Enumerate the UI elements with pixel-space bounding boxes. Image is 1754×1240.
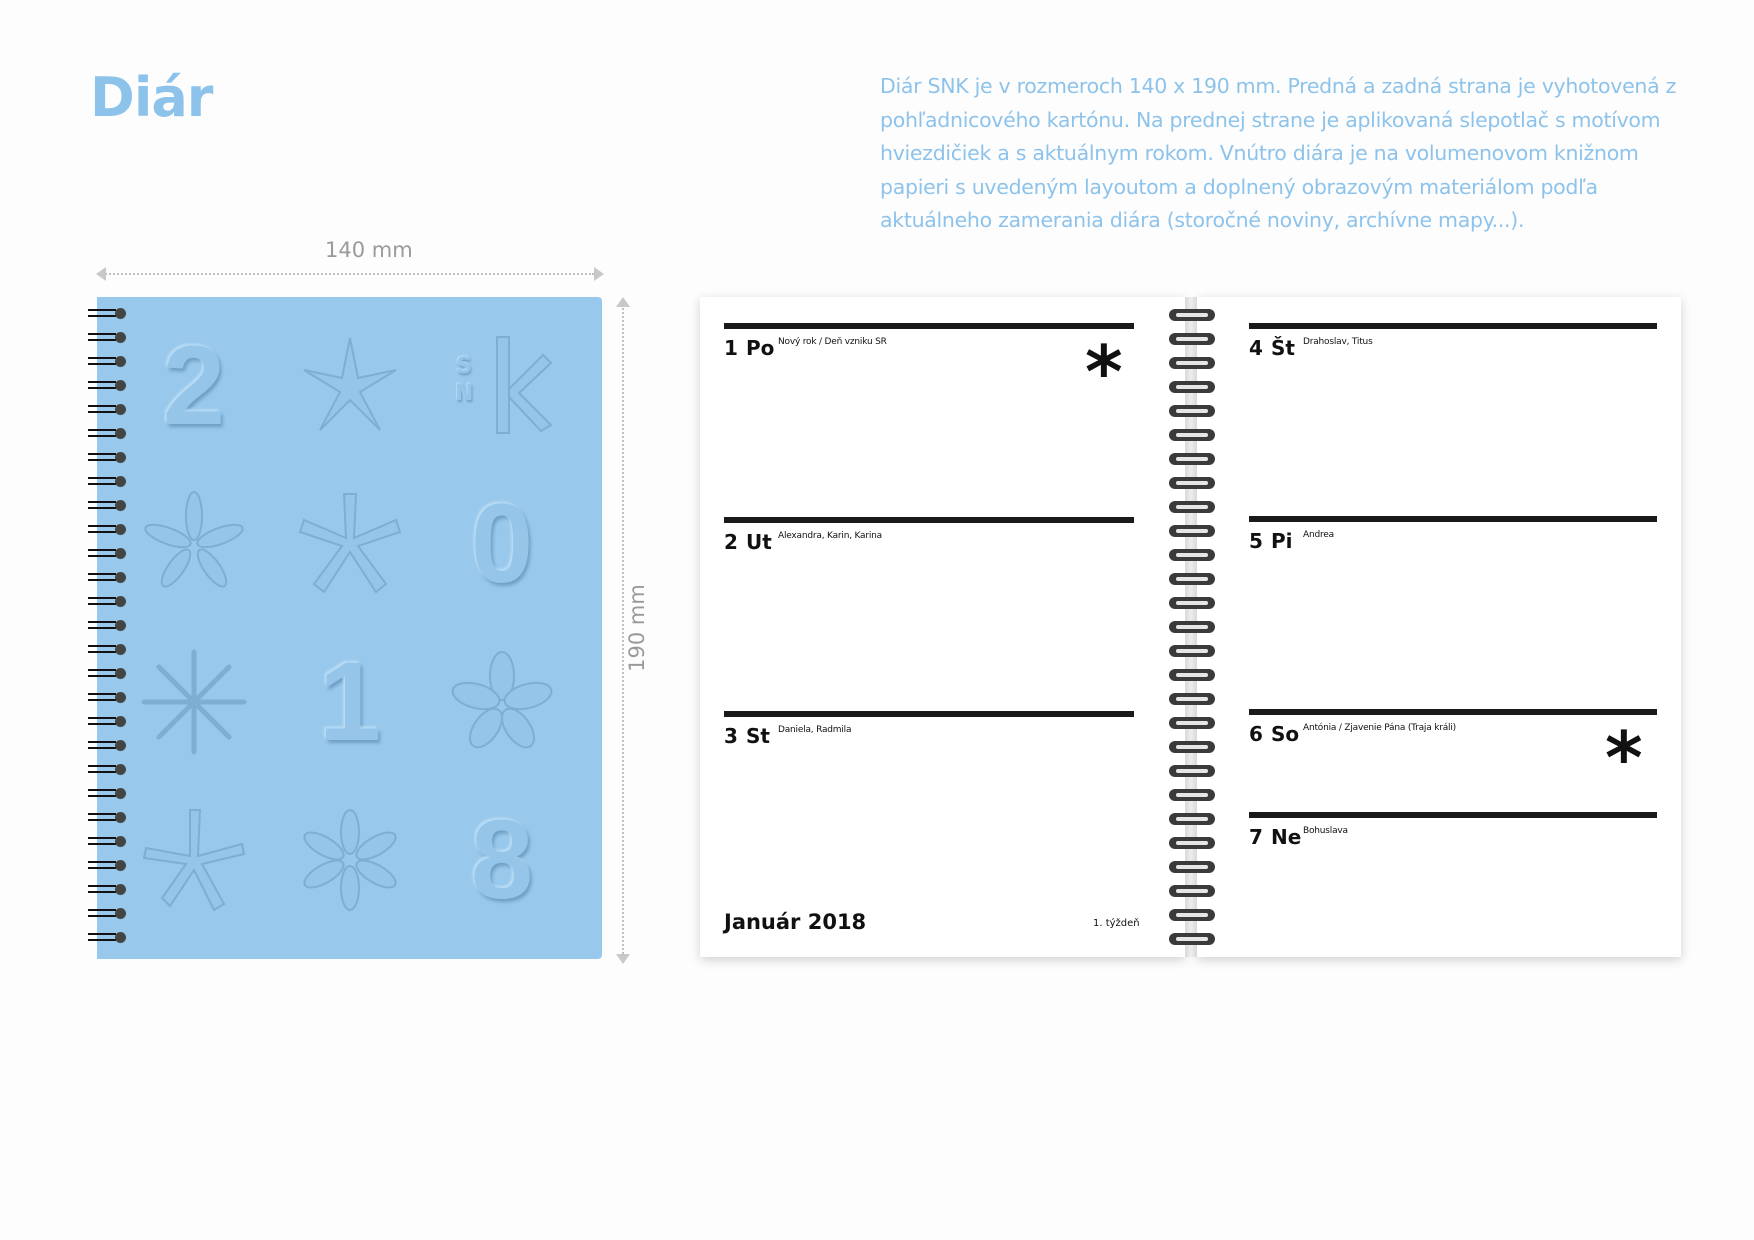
logo-letter-n: N bbox=[455, 381, 474, 406]
name-day-text: Antónia / Zjavenie Pána (Traja králi) bbox=[1303, 723, 1456, 733]
binding-coil-icon bbox=[88, 643, 126, 655]
day-abbreviation: St bbox=[746, 724, 770, 748]
day-abbreviation: Ne bbox=[1271, 825, 1302, 849]
binding-coil-icon bbox=[1169, 812, 1215, 826]
width-dimension-line bbox=[102, 273, 594, 275]
binding-coil-icon bbox=[88, 763, 126, 775]
binding-coil-icon bbox=[1169, 668, 1215, 682]
embossed-star-icon bbox=[295, 331, 405, 441]
binding-coil-icon bbox=[88, 571, 126, 583]
embossed-star-icon bbox=[295, 489, 405, 599]
name-day-text: Alexandra, Karin, Karina bbox=[778, 531, 882, 541]
embossed-digit-8: 8 bbox=[470, 797, 534, 922]
day-number: 3 bbox=[724, 724, 738, 748]
embossed-star-icon bbox=[295, 805, 405, 915]
binding-coil-icon bbox=[1169, 788, 1215, 802]
arrow-down-icon bbox=[616, 954, 630, 964]
binding-coil-icon bbox=[88, 379, 126, 391]
binding-coil-icon bbox=[88, 499, 126, 511]
binding-coil-icon bbox=[1169, 572, 1215, 586]
binding-coil-icon bbox=[1169, 884, 1215, 898]
day-divider-rule bbox=[724, 323, 1134, 329]
binding-coil-icon bbox=[1169, 380, 1215, 394]
name-day-text: Daniela, Radmila bbox=[778, 725, 852, 735]
binding-coil-icon bbox=[88, 667, 126, 679]
binding-coil-icon bbox=[1169, 404, 1215, 418]
day-number: 2 bbox=[724, 530, 738, 554]
embossed-digit-1: 1 bbox=[318, 639, 382, 764]
day-abbreviation: Št bbox=[1271, 336, 1295, 360]
binding-coil-icon bbox=[88, 427, 126, 439]
embossed-star-icon bbox=[139, 805, 249, 915]
binding-coil-icon bbox=[1169, 596, 1215, 610]
holiday-star-icon: * bbox=[1085, 330, 1123, 414]
arrow-up-icon bbox=[616, 297, 630, 307]
day-number: 7 bbox=[1249, 825, 1263, 849]
name-day-text: Andrea bbox=[1303, 530, 1334, 540]
height-dimension-line bbox=[622, 304, 624, 954]
binding-coil-icon bbox=[1169, 524, 1215, 538]
embossed-digit-2: 2 bbox=[162, 323, 226, 448]
binding-coil-icon bbox=[1169, 836, 1215, 850]
diary-cover bbox=[97, 297, 602, 959]
day-abbreviation: Po bbox=[746, 336, 775, 360]
binding-coil-icon bbox=[1169, 908, 1215, 922]
day-abbreviation: Pi bbox=[1271, 529, 1293, 553]
binding-coil-icon bbox=[1169, 716, 1215, 730]
day-number: 5 bbox=[1249, 529, 1263, 553]
day-abbreviation: Ut bbox=[746, 530, 772, 554]
binding-coil-icon bbox=[1169, 476, 1215, 490]
binding-coil-icon bbox=[88, 691, 126, 703]
week-number: 1. týždeň bbox=[1093, 918, 1140, 929]
binding-coil-icon bbox=[88, 475, 126, 487]
binding-coil-icon bbox=[88, 859, 126, 871]
name-day-text: Nový rok / Deň vzniku SR bbox=[778, 337, 887, 347]
day-number: 6 bbox=[1249, 722, 1263, 746]
binding-coil-icon bbox=[88, 619, 126, 631]
binding-coil-icon bbox=[88, 787, 126, 799]
binding-coil-icon bbox=[1169, 692, 1215, 706]
name-day-text: Bohuslava bbox=[1303, 826, 1348, 836]
binding-coil-icon bbox=[88, 883, 126, 895]
binding-coil-icon bbox=[1169, 500, 1215, 514]
binding-coil-icon bbox=[1169, 620, 1215, 634]
binding-coil-icon bbox=[88, 811, 126, 823]
binding-coil-icon bbox=[88, 523, 126, 535]
binding-coil-icon bbox=[1169, 308, 1215, 322]
binding-coil-icon bbox=[88, 715, 126, 727]
binding-coil-icon bbox=[1169, 428, 1215, 442]
binding-coil-icon bbox=[88, 739, 126, 751]
day-abbreviation: So bbox=[1271, 722, 1300, 746]
binding-coil-icon bbox=[1169, 764, 1215, 778]
day-divider-rule bbox=[1249, 812, 1657, 818]
snk-logo-icon bbox=[447, 331, 557, 441]
binding-coil-icon bbox=[1169, 548, 1215, 562]
binding-coil-icon bbox=[88, 907, 126, 919]
binding-coil-icon bbox=[88, 331, 126, 343]
binding-coil-icon bbox=[88, 595, 126, 607]
binding-coil-icon bbox=[1169, 740, 1215, 754]
binding-coil-icon bbox=[1169, 860, 1215, 874]
logo-letter-s: S bbox=[456, 354, 473, 379]
binding-coil-icon bbox=[88, 547, 126, 559]
binding-coil-icon bbox=[88, 931, 126, 943]
arrow-left-icon bbox=[96, 267, 106, 281]
embossed-star-icon bbox=[139, 647, 249, 757]
binding-coil-icon bbox=[88, 835, 126, 847]
holiday-star-icon: * bbox=[1605, 716, 1643, 800]
binding-coil-icon bbox=[88, 451, 126, 463]
day-number: 4 bbox=[1249, 336, 1263, 360]
binding-coil-icon bbox=[88, 307, 126, 319]
day-number: 1 bbox=[724, 336, 738, 360]
binding-coil-icon bbox=[1169, 356, 1215, 370]
day-divider-rule bbox=[1249, 709, 1657, 715]
binding-coil-icon bbox=[1169, 452, 1215, 466]
embossed-star-icon bbox=[447, 647, 557, 757]
embossed-digit-0: 0 bbox=[470, 481, 534, 606]
day-divider-rule bbox=[1249, 516, 1657, 522]
day-divider-rule bbox=[724, 517, 1134, 523]
binding-coil-icon bbox=[1169, 932, 1215, 946]
binding-coil-icon bbox=[88, 355, 126, 367]
height-dimension-label: 190 mm bbox=[625, 584, 649, 672]
description-text: Diár SNK je v rozmeroch 140 x 190 mm. Predná a zadná strana je vyhotovená z pohľadnicového kartónu. Na prednej strane je aplikovaná slepotlač s motívom hviezdičiek a s aktuálnym rokom. Vnútro diára je na volumenovom knižnom papieri s uvedeným layoutom a doplnený obrazovým materiálom podľa aktuálneho zamerania diára (storočné noviny, archívne mapy...). bbox=[880, 74, 1677, 232]
name-day-text: Drahoslav, Titus bbox=[1303, 337, 1373, 347]
page-title: Diár bbox=[90, 66, 213, 129]
binding-coil-icon bbox=[88, 403, 126, 415]
day-divider-rule bbox=[724, 711, 1134, 717]
width-dimension-label: 140 mm bbox=[325, 238, 413, 262]
arrow-right-icon bbox=[594, 267, 604, 281]
day-divider-rule bbox=[1249, 323, 1657, 329]
planner-right-page bbox=[1197, 297, 1681, 957]
binding-coil-icon bbox=[1169, 644, 1215, 658]
month-title: Január 2018 bbox=[724, 910, 867, 934]
binding-coil-icon bbox=[1169, 332, 1215, 346]
embossed-star-icon bbox=[139, 489, 249, 599]
